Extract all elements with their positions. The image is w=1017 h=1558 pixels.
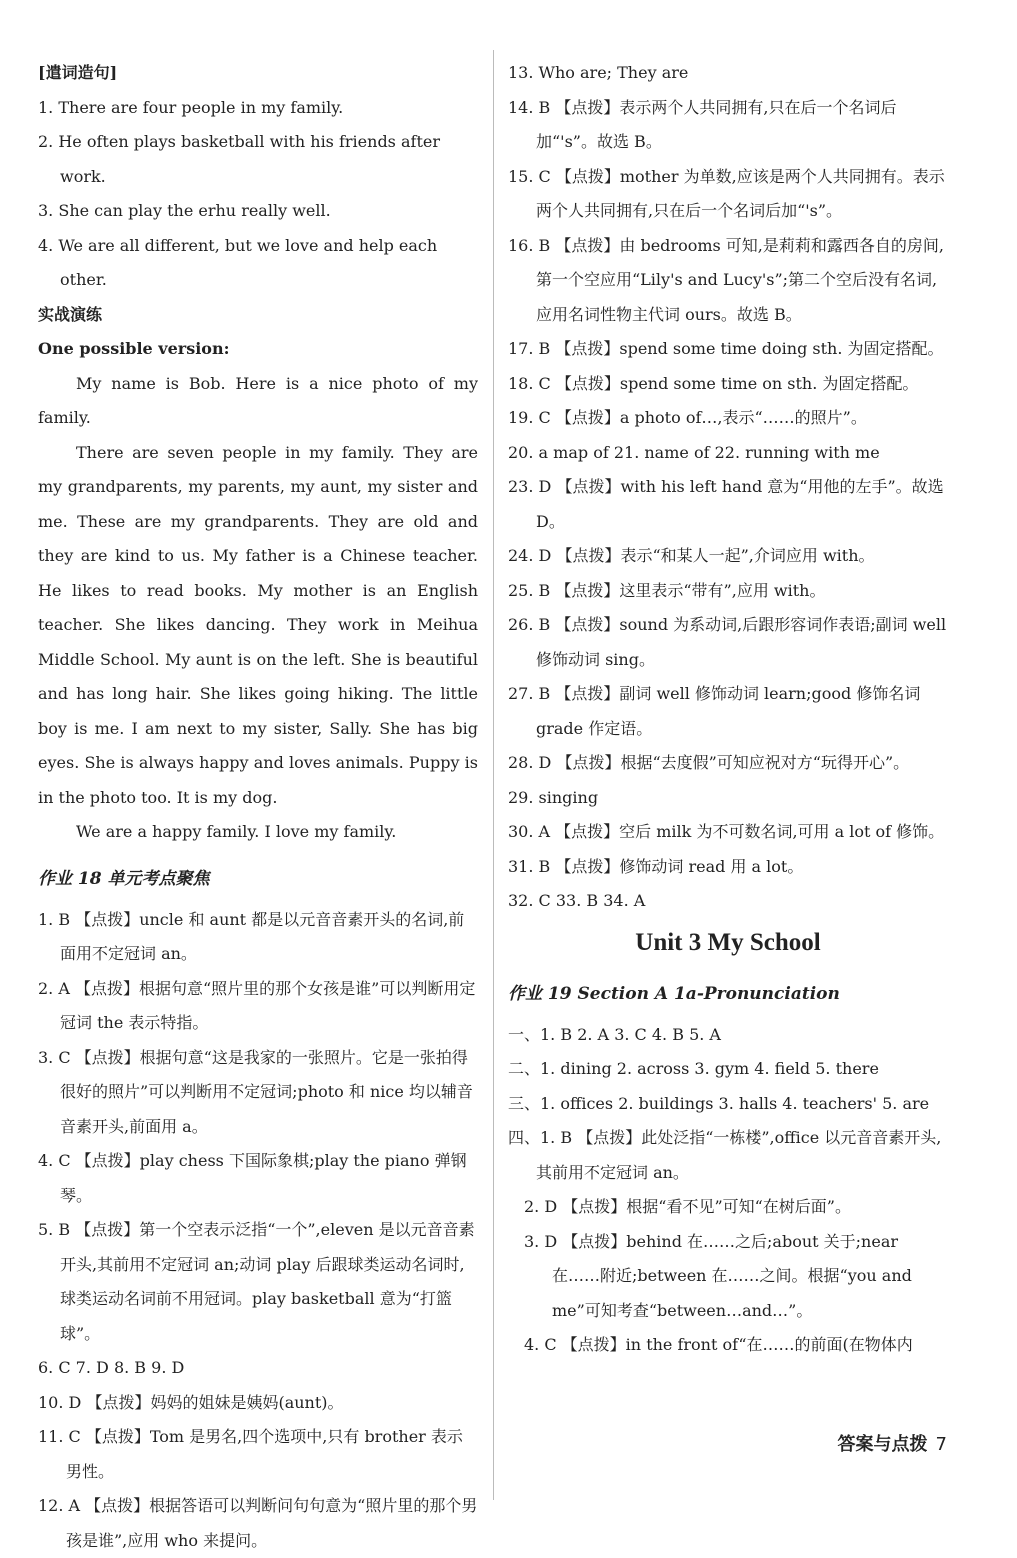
- answer-item: 10. D 【点拨】妈妈的姐妹是姨妈(aunt)。: [38, 1392, 344, 1412]
- answer-item: 3. D 【点拨】behind 在……之后;about 关于;near 在……附近;between 在……之间。根据“you and me”可知考查“between…and…”。: [524, 1231, 912, 1320]
- answer-item: 13. Who are; They are: [508, 63, 689, 82]
- answer-item: 3. C 【点拨】根据句意“这是我家的一张照片。它是一张拍得很好的照片”可以判断用不定冠词;photo 和 nice 均以辅音音素开头,前面用 a。: [38, 1047, 473, 1136]
- section-heading-word-sentence: [遣词造句]: [38, 63, 118, 82]
- left-column: [38, 56, 478, 1558]
- answer-item: 2. D 【点拨】根据“看不见”可知“在树后面”。: [524, 1197, 851, 1216]
- page-footer: [838, 1430, 947, 1456]
- answer-item: 16. B 【点拨】由 bedrooms 可知,是莉莉和露西各自的房间,第一个空应用“Lily's and Lucy's”;第二个空后没有名词,应用名词性物主代词 ours。故选 B。: [508, 235, 944, 324]
- sentence-3: 3. She can play the erhu really well.: [38, 201, 331, 220]
- essay-paragraph: My name is Bob. Here is a nice photo of my family.: [38, 373, 478, 427]
- answer-item: 31. B 【点拨】修饰动词 read 用 a lot。: [508, 856, 804, 876]
- answer-item: 25. B 【点拨】这里表示“带有”,应用 with。: [508, 580, 826, 600]
- unit-title: Unit 3 My School: [635, 928, 821, 956]
- answer-item: 17. B 【点拨】spend some time doing sth. 为固定搭配。: [508, 339, 944, 358]
- answer-item: 27. B 【点拨】副词 well 修饰动词 learn;good 修饰名词 grade 作定语。: [508, 684, 921, 738]
- answer-item: 5. B 【点拨】第一个空表示泛指“一个”,eleven 是以元音音素开头,其前用不定冠词 an;动词 play 后跟球类运动名词时,球类运动名词前不用冠词。play basketball 意为“打篮球”。: [38, 1220, 475, 1343]
- answer-line: 三、1. offices 2. buildings 3. halls 4. teachers' 5. are: [508, 1093, 930, 1113]
- sentence-2: 2. He often plays basketball with his friends after work.: [38, 132, 440, 186]
- answer-item: 6. C 7. D 8. B 9. D: [38, 1358, 185, 1377]
- page-number: 7: [935, 1434, 947, 1455]
- column-divider: [493, 50, 494, 1500]
- answer-item: 2. A 【点拨】根据句意“照片里的那个女孩是谁”可以判断用定冠词 the 表示特指。: [38, 978, 476, 1032]
- answer-line: 一、1. B 2. A 3. C 4. B 5. A: [508, 1024, 721, 1044]
- answer-line: 二、1. dining 2. across 3. gym 4. field 5. there: [508, 1059, 879, 1078]
- answer-item: 24. D 【点拨】表示“和某人一起”,介词应用 with。: [508, 546, 875, 565]
- sentence-4: 4. We are all different, but we love and help each other.: [38, 235, 438, 289]
- answer-item: 28. D 【点拨】根据“去度假”可知应祝对方“玩得开心”。: [508, 753, 910, 772]
- answer-item: 32. C 33. B 34. A: [508, 891, 646, 910]
- answer-item: 15. C 【点拨】mother 为单数,应该是两个人共同拥有。表示两个人共同拥有,只在后一个名词后加“'s”。: [508, 166, 945, 220]
- answer-item: 23. D 【点拨】with his left hand 意为“用他的左手”。故选 D。: [508, 477, 944, 531]
- footer-label: 答案与点拨: [837, 1434, 928, 1455]
- answer-item: 4. C 【点拨】in the front of“在……的前面(在物体内: [524, 1335, 913, 1354]
- answer-item: 18. C 【点拨】spend some time on sth. 为固定搭配。: [508, 373, 919, 393]
- sentence-1: 1. There are four people in my family.: [38, 97, 344, 117]
- answer-item: 4. C 【点拨】play chess 下国际象棋;play the piano 弹钢琴。: [38, 1151, 467, 1205]
- version-label: One possible version:: [38, 339, 230, 358]
- homework-18-heading: 作业 18 单元考点聚焦: [38, 868, 210, 889]
- answer-item: 29. singing: [508, 787, 599, 807]
- answer-item: 14. B 【点拨】表示两个人共同拥有,只在后一个名词后加“'s”。故选 B。: [508, 97, 897, 151]
- answer-item: 26. B 【点拨】sound 为系动词,后跟形容词作表语;副词 well 修饰动词 sing。: [508, 615, 947, 669]
- answer-item: 12. A 【点拨】根据答语可以判断问句句意为“照片里的那个男孩是谁”,应用 who 来提问。: [38, 1496, 478, 1550]
- answer-item: 19. C 【点拨】a photo of…,表示“……的照片”。: [508, 408, 867, 427]
- practice-heading: 实战演练: [38, 304, 103, 324]
- answer-item: 20. a map of 21. name of 22. running with me: [508, 442, 880, 462]
- answer-item: 30. A 【点拨】空后 milk 为不可数名词,可用 a lot of 修饰。: [508, 822, 945, 841]
- right-column: [508, 56, 948, 1363]
- answer-item: 1. B 【点拨】uncle 和 aunt 都是以元音音素开头的名词,前面用不定冠词 an。: [38, 909, 465, 963]
- homework-19-heading: 作业 19 Section A 1a-Pronunciation: [508, 983, 840, 1004]
- answer-item: 11. C 【点拨】Tom 是男名,四个选项中,只有 brother 表示男性。: [38, 1427, 463, 1481]
- essay-paragraph: We are a happy family. I love my family.: [76, 822, 397, 841]
- essay-paragraph: There are seven people in my family. They are my grandparents, my parents, my aunt, my sister and me. These are my grandparents. They are old and they are kind to us. My father is a Chinese teacher. He likes to read books. My mother is an English teacher. She likes dancing. They work in Meihua Middle School. My aunt is on the left. She is beautiful and has long hair. She likes going hiking. The little boy is me. I am next to my sister, Sally. She has big eyes. She is always happy and loves animals. Puppy is in the photo too. It is my dog.: [38, 442, 478, 807]
- answer-item: 四、1. B 【点拨】此处泛指“一栋楼”,office 以元音音素开头,其前用不定冠词 an。: [508, 1128, 942, 1182]
